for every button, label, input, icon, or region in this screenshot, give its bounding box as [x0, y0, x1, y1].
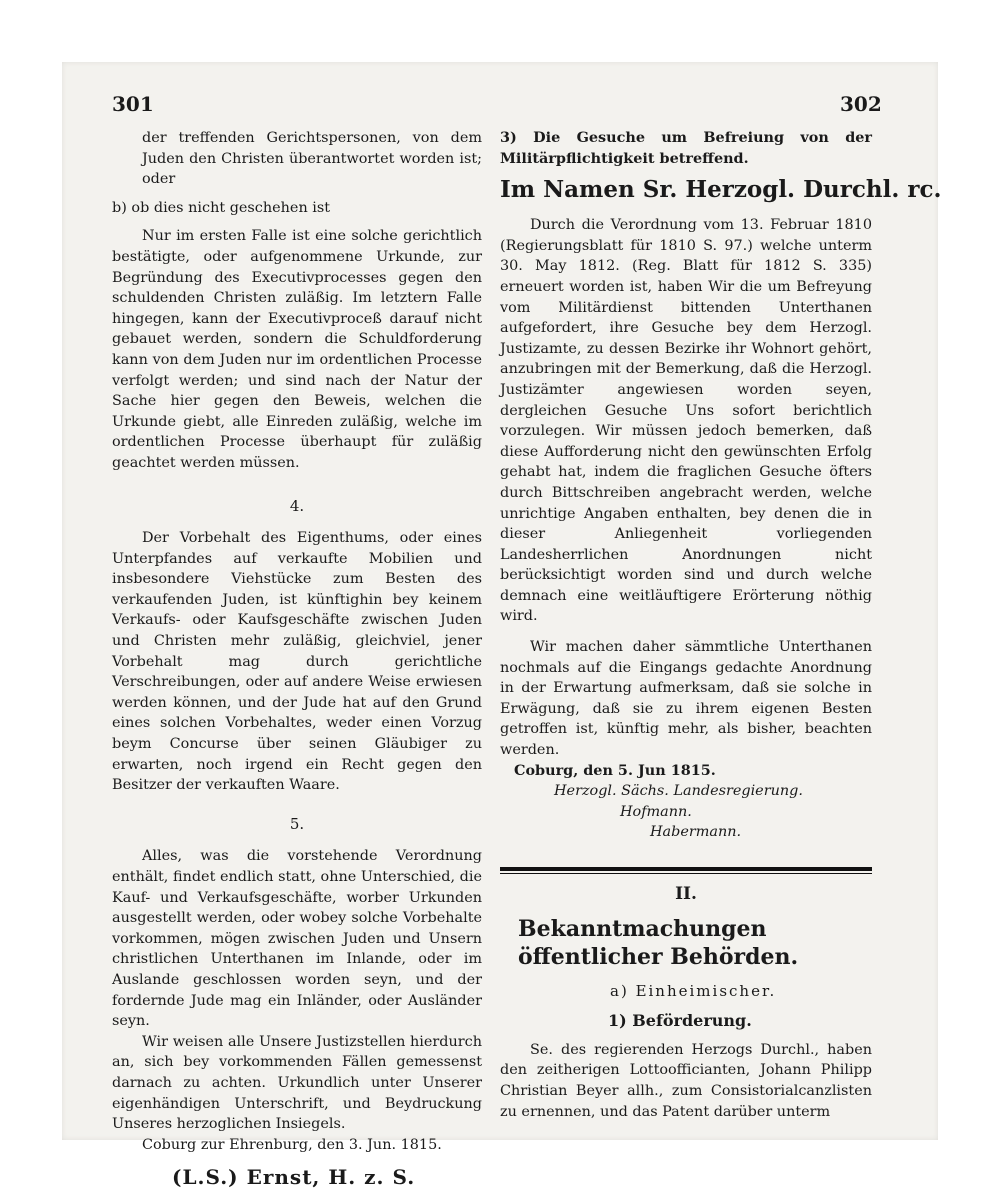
right-column — [500, 128, 942, 1122]
section-number-4: 4. — [289, 496, 305, 515]
page-number-right: 302 — [840, 92, 882, 116]
paragraph-promotion: Se. des regierenden Herzogs Durchl., haben den zeitherigen Lottoofficianten, Johann Philipp Christian Beyer allh., zum Consistorialcanzlisten zu ernennen, und das Patent darüber unterm — [500, 1041, 872, 1120]
issuing-authority: Herzogl. Sächs. Landesregierung. — [554, 783, 803, 800]
section-divider-thin — [500, 873, 872, 874]
paragraph-nur: Nur im ersten Falle ist eine solche gerichtlich bestätigte, oder aufgenommene Urkunde, zur Begründung des Executivprocesses gegen den schuldenden Christen zuläßig. Im letztern Falle hingegen, kann der Executivproceß darauf nicht gebauet werden, sondern die Schuldforderung kann von dem Juden nur im ordentlichen Processe verfolgt werden; und sind nach der Natur der Sache hier gegen den Beweis, welchen die Urkunde giebt, alle Einreden zuläßig, welche im ordentlichen Processe überhaupt für zuläßig geachtet werden müssen. — [112, 228, 482, 471]
heading-section-3: 3) Die Gesuche um Befreiung von der Militärpflichtigkeit betreffend. — [500, 129, 872, 167]
paragraph-durch: Durch die Verordnung vom 13. Februar 1810 (Regierungsblatt für 1810 S. 97.) welche unterm 30. May 1812. (Reg. Blatt für 1812 S. 335) erneuert worden ist, haben Wir die um Befreyung vom Militärdienst bittenden Unterthanen aufgefordert, ihre Gesuche bey dem Herzogl. Justizamte, zu dessen Bezirke ihr Wohnort gehört, anzubringen mit der Bemerkung, daß die Herzogl. Justizämter angewiesen worden seyen, dergleichen Gesuche Uns sofort berichtlich vorzulegen. Wir müssen jedoch bemerken, daß diese Aufforderung nicht den gewünschten Erfolg gehabt hat, indem die fraglichen Gesuche öfters durch Bittschreiben angebracht werden, welche unrichtige Angaben enthalten, bey denen die in dieser Anliegenheit vorliegenden Landesherrlichen Anordnungen nicht berücksichtigt worden sind und durch welche demnach eine weitläuftigere Erörterung nöthig wird. — [500, 217, 872, 625]
place-date-right: Coburg, den 5. Jun 1815. — [514, 761, 716, 779]
section-number-5: 5. — [289, 814, 305, 833]
announcements-title: Bekanntmachungen öffentlicher Behörden. — [518, 915, 799, 970]
signatory-2: Habermann. — [650, 824, 742, 841]
subheading-a: a) Einheimischer. — [610, 981, 777, 1000]
left-column — [112, 128, 482, 1188]
seal-signature: (L.S.) Ernst, H. z. S. — [172, 1165, 416, 1190]
section-divider-thick — [500, 867, 872, 871]
place-date-left: Coburg zur Ehrenburg, den 3. Jun. 1815. — [142, 1136, 442, 1153]
page-number-left: 301 — [112, 92, 154, 116]
paragraph-vorbehalt: Der Vorbehalt des Eigenthums, oder eines Unterpfandes auf verkaufte Mobilien und insbesondere Viehstücke zum Besten des verkaufenden Juden, ist künftighin bey keinem Verkaufs- oder Kaufsgeschäfte zwischen Juden und Christen mehr zuläßig, gleichviel, jener Vorbehalt mag durch gerichtliche Verschreibungen, oder auf andere Weise erwiesen werden können, und der Jude hat auf den Grund eines solchen Vorbehaltes, weder einen Vorzug beym Concurse über seinen Gläubiger zu erwarten, noch irgend ein Recht gegen den Besitzer der verkauften Waare. — [112, 530, 482, 794]
signatory-1: Hofmann. — [620, 803, 692, 820]
paragraph-a-continuation: der treffenden Gerichtspersonen, von dem Juden den Christen überantwortet worden ist; oder — [142, 130, 482, 188]
paragraph-wir-machen: Wir machen daher sämmtliche Unterthanen nochmals auf die Eingangs gedachte Anordnung in der Erwartung aufmerksam, daß sie solche in Erwägung, daß sie zu ihrem eigenen Besten getroffen ist, künftig mehr, als bisher, beachten werden. — [500, 639, 872, 759]
decree-title: Im Namen Sr. Herzogl. Durchl. rc. — [500, 176, 942, 204]
paragraph-wir-weisen: Wir weisen alle Unsere Justizstellen hierdurch an, sich bey vorkommenden Fällen gemessenst darnach zu achten. Urkundlich unter Unserer eigenhändigen Unterschrift, und Beydruckung Unseres herzoglichen Insiegels. — [112, 1033, 482, 1133]
section-roman-numeral: II. — [675, 884, 697, 904]
paragraph-b: b) ob dies nicht geschehen ist — [112, 199, 331, 216]
paragraph-alles: Alles, was die vorstehende Verordnung enthält, findet endlich statt, ohne Unterschied, die Kauf- und Verkaufsgeschäfte, worber Urkunden ausgestellt werden, oder wobey solche Vorbehalte vorkommen, mögen zwischen Juden und Unsern christlichen Unterthanen im Inlande, oder im Auslande geschlossen worden seyn, und der fordernde Jude mag ein Inländer, oder Ausländer seyn. — [112, 848, 482, 1030]
subheading-1: 1) Beförderung. — [608, 1011, 752, 1031]
